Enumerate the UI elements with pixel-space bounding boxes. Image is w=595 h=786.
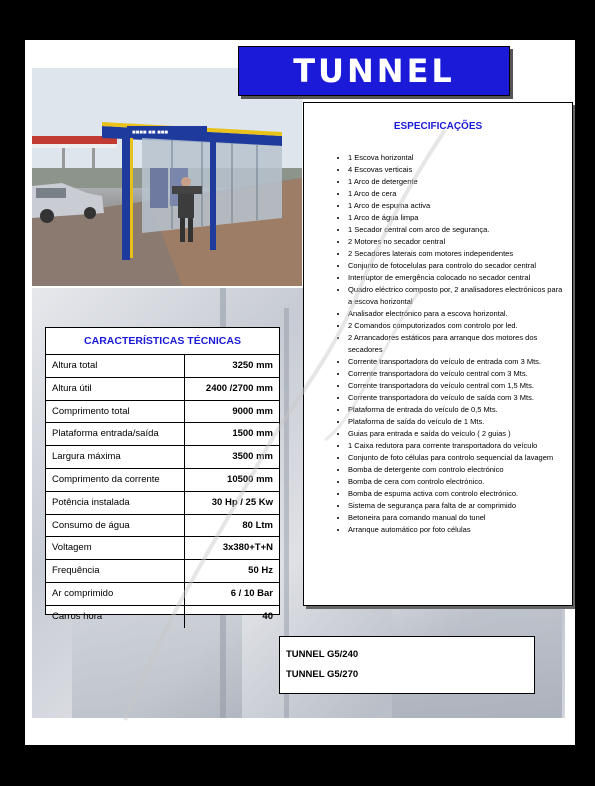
specification-item: • Interruptor de emergência colocado no secador central [348,272,566,284]
row-label: Largura máxima [46,446,185,468]
row-value: 50 Hz [248,565,273,577]
specification-item: • Sistema de segurança para falta de ar comprimido [348,500,566,512]
row-label: Consumo de água [46,515,185,537]
specification-item: • Bomba de espuma activa com controlo electrónico. [348,488,566,500]
table-row [46,468,279,491]
title-banner [238,46,510,96]
specification-item: • Corrente transportadora do veículo de entrada com 3 Mts. [348,356,566,368]
row-label: Comprimento da corrente [46,469,185,491]
row-value: 3250 mm [232,360,273,371]
specification-item: • Corrente transportadora do veículo de saída com 3 Mts. [348,392,566,404]
specification-item: • Guias para entrada e saída do veículo ( 2 guias ) [348,428,566,440]
specification-item: • Arranque automático por foto células [348,524,566,536]
specification-item: • Conjunto de fotocelulas para controlo do secador central [348,260,566,272]
row-value: 40 [262,610,273,622]
table-row [46,400,279,423]
specifications-title: ESPECIFICAÇÕES [393,121,483,132]
model-name: TUNNEL G5/270 [286,669,359,680]
specification-item: • 2 Arrancadores estáticos para arranque dos motores dos secadores [348,332,566,356]
technical-characteristics-title: CARACTERÍSTICAS TÉCNICAS [84,335,241,347]
row-label: Frequência [46,560,185,582]
row-label: Carros hora [46,606,185,628]
table-row [46,377,279,400]
row-value: 3500 mm [232,451,273,463]
specification-item: • 1 Arco de água limpa [348,212,566,224]
row-value: 1500 mm [232,428,273,440]
row-value: 3x380+T+N [222,542,273,554]
row-value: 30 Hp / 25 Kw [211,496,273,508]
specification-item: • Conjunto de foto células para controlo sequencial da lavagem [348,452,566,464]
row-value: 6 / 10 Bar [230,587,273,599]
brochure-page [25,40,575,745]
specification-item: • 2 Motores no secador central [348,236,566,248]
table-row [46,445,279,468]
table-row [46,354,279,377]
row-label: Comprimento total [46,401,185,423]
specification-item: • 1 Arco de cera [348,188,566,200]
specification-item: • Betoneira para comando manual do tunel [348,512,566,524]
specification-item: • Bomba de cera com controlo electrónico. [348,476,566,488]
row-label: Ar comprimido [46,583,185,605]
row-value: 2400 /2700 mm [205,382,273,394]
svg-text:■■■■ ■■ ■■■: ■■■■ ■■ ■■■ [132,130,168,136]
models-box [279,636,535,694]
specification-item: • 2 Secadores laterais com motores independentes [348,248,566,260]
row-value: 9000 mm [232,405,273,417]
specification-item: • 1 Arco de detergente [348,176,566,188]
table-row [46,605,279,628]
specifications-list [304,152,566,536]
table-row [46,491,279,514]
row-label: Plataforma entrada/saída [46,423,185,445]
specification-item: • 2 Comandos computorizados com controlo por led. [348,320,566,332]
specifications-panel [303,102,573,606]
technical-characteristics-table [45,327,280,622]
specification-item: • 1 Escova horizontal [348,152,566,164]
page-title: TUNNEL [293,52,455,90]
row-label: Altura total [46,355,185,377]
specification-item: • 1 Caixa redutora para corrente transportadora do veículo [348,440,566,452]
table-row [46,582,279,605]
specification-item: • 1 Arco de espuma activa [348,200,566,212]
row-label: Altura útil [46,378,185,400]
specification-item: • Corrente transportadora do veículo central com 3 Mts. [348,368,566,380]
specification-item: • Plataforma de entrada do veículo de 0,5 Mts. [348,404,566,416]
specification-item: • Plataforma de saída do veículo de 1 Mts. [348,416,566,428]
table-row [46,559,279,582]
row-label: Voltagem [46,537,185,559]
specification-item: • Corrente transportadora do veículo central com 1,5 Mts. [348,380,566,392]
specification-item: • 1 Secador central com arco de segurança. [348,224,566,236]
specification-item: • 4 Escovas verticais [348,164,566,176]
specification-item: • Bomba de detergente com controlo electrónico [348,464,566,476]
row-value: 80 Ltm [242,519,273,531]
row-label: Potência instalada [46,492,185,514]
table-row [46,536,279,559]
specification-item: • Analisador electrónico para a escova horizontal. [348,308,566,320]
car-wash-photo-illustration [32,68,302,286]
technical-rows [46,354,279,628]
table-row [46,422,279,445]
model-name: TUNNEL G5/240 [286,649,359,660]
car-wash-photo [32,68,302,286]
table-row [46,514,279,537]
row-value: 10500 mm [227,473,273,485]
specification-item: • Quadro eléctrico composto por, 2 analisadores electrónicos para a escova horizontal [348,284,566,308]
